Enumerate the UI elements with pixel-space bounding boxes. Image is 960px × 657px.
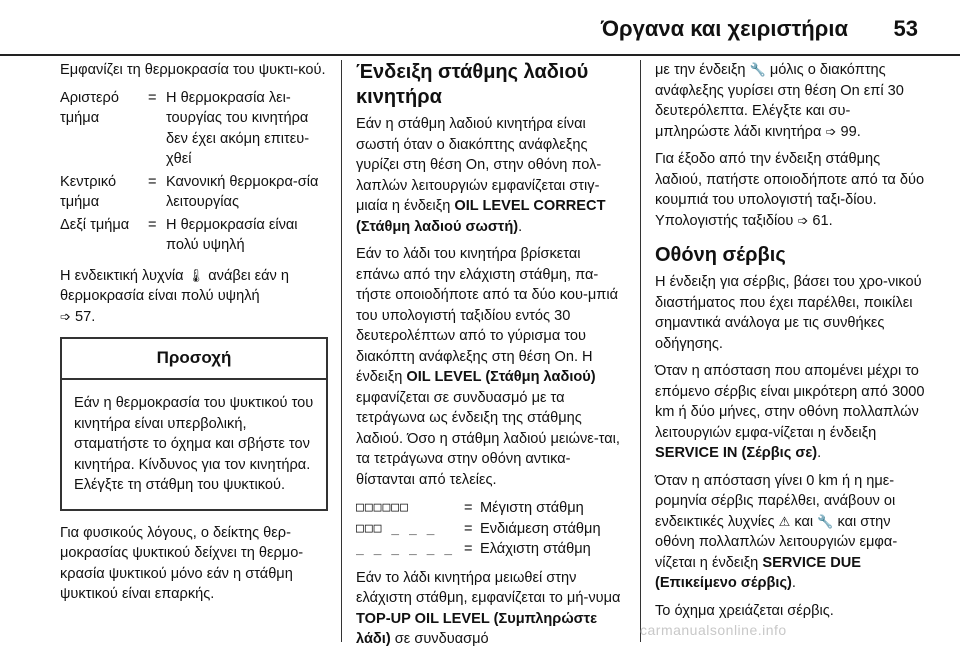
text: Εάν το λάδι του κινητήρα βρίσκεται επάνω από την ελάχιστη στάθμη, πα-τήστε οποιοδήποτε από τα δύο κου-μπιά του υπολογιστή ταξιδίου εντός 30 δευτερολέπτων από το γύρισμα του διακόπτη ανάφλεξης στη θέση On. Η ένδειξη (356, 246, 619, 385)
oil-level-para-2 (356, 244, 626, 490)
text: μόλις ο διακόπτης ανάφλεξης γυρίσει στη θέση On επί 30 δευτερόλεπτα. Ελέγξτε και συ-μπληρώστε λάδι κινητήρα (655, 62, 904, 140)
text: Εάν το λάδι κινητήρα μειωθεί στην ελάχιστη στάθμη, εμφανίζεται το μή-νυμα (356, 569, 621, 606)
text: Όταν η απόσταση που απομένει μέχρι το επόμενο σέρβις είναι μικρότερη από 3000 km ή δύο μήνες, στην οθόνη πολλαπλών λειτουργιών εμφα-νίζεται η ένδειξη (655, 363, 925, 441)
definition-desc: Κανονική θερμοκρα-σία λειτουργίας (166, 173, 319, 210)
display-message: OIL LEVEL (Στάθμη λαδιού) (406, 369, 596, 385)
column-1 (60, 60, 328, 612)
oil-level-row (356, 498, 626, 519)
definition-equals: = (148, 173, 157, 190)
level-equals: = (464, 500, 473, 516)
caution-box (60, 337, 328, 511)
oil-level-para-3 (356, 568, 626, 650)
watermark: carmanualsonline.info (640, 622, 787, 638)
service-lamp-icon: ⚠ (778, 513, 791, 529)
wrench-icon: 🔧 (817, 513, 834, 529)
definition-term: Δεξί τμήμα (60, 216, 130, 233)
definition-term: Κεντρικό τμήμα (60, 173, 117, 210)
text: εμφανίζεται σε συνδυασμό με τα τετράγωνα ως ένδειξη της στάθμης λαδιού. Όσο η στάθμη λαδιού μειώνε-ται, τα τετράγωνα στην οθόνη αντικα-θίστανται από τελείες. (356, 389, 620, 488)
text: . (518, 218, 523, 235)
page-number: 53 (893, 16, 918, 41)
service-para-4: Το όχημα χρειάζεται σέρβις. (655, 602, 834, 619)
coolant-temperature-icon: 🌡 (187, 267, 205, 283)
oil-level-symbol: _ _ _ _ _ _ (356, 541, 454, 556)
text: και (794, 513, 814, 530)
service-para-3 (655, 471, 925, 594)
oil-level-symbol: □□□ _ _ _ (356, 520, 436, 536)
column-2 (356, 60, 626, 657)
oil-level-row (356, 539, 626, 560)
text: σε συνδυασμό (394, 631, 489, 647)
oil-level-table (356, 498, 626, 560)
lamp-text-b: ανάβει εάν η θερμοκρασία είναι πολύ υψηλή (60, 267, 290, 304)
display-message: OIL LEVEL CORRECT (Στάθμη λαδιού σωστή) (356, 198, 606, 235)
lamp-text-a: Η ενδεικτική λυχνία (60, 267, 184, 284)
level-equals: = (464, 541, 473, 557)
coolant-intro: Εμφανίζει τη θερμοκρασία του ψυκτι-κού. (60, 62, 326, 78)
display-message: SERVICE DUE (Επικείμενο σέρβις) (655, 554, 862, 591)
oil-level-symbol: □□□□□□ (356, 500, 409, 515)
service-para-1: Η ένδειξη για σέρβις, βάσει του χρο-νικού διαστήματος που έχει παρέλθει, ποικίλει σημαντικά ανάλογα με τις συνθήκες οδήγησης. (655, 274, 922, 352)
page-title: Όργανα και χειριστήρια (600, 16, 848, 41)
definition-row (60, 88, 328, 170)
service-display-heading: Οθόνη σέρβις (655, 244, 786, 266)
definition-equals: = (148, 89, 157, 106)
text: . (817, 445, 822, 461)
column-3 (655, 60, 925, 628)
coolant-gauge-definitions (60, 88, 328, 256)
definition-row (60, 172, 328, 213)
column-divider-2 (640, 60, 641, 642)
reference-arrow-icon: ➩ (60, 308, 71, 324)
definition-equals: = (148, 216, 157, 233)
text: Για έξοδο από την ένδειξη στάθμης λαδιού, πατήστε οποιοδήποτε από τα δύο κουμπιά του υπολογιστή ταξι-δίου. Υπολογιστής ταξιδίου (655, 151, 925, 229)
text: Εάν η στάθμη λαδιού κινητήρα είναι σωστή όταν ο διακόπτης ανάφλεξης γυρίζει στη θέση On, στην οθόνη πολ-λαπλών λειτουργιών εμφανίζεται στιγ-μιαία η ένδειξη (356, 116, 602, 214)
service-para-2 (655, 361, 925, 464)
definition-row (60, 215, 328, 256)
oil-level-label: Ελάχιστη στάθμη (480, 541, 591, 557)
caution-body: Εάν η θερμοκρασία του ψυκτικού του κινητήρα είναι υπερβολική, σταματήστε το όχημα και σβήστε τον κινητήρα. Κίνδυνος για τον κινητήρα. Ελέγξτε τη στάθμη του ψυκτικού. (74, 395, 314, 493)
oil-level-para-1 (356, 114, 626, 237)
caution-title: Προσοχή (62, 339, 326, 380)
oil-level-label: Ενδιάμεση στάθμη (480, 520, 601, 537)
wrench-icon: 🔧 (749, 62, 766, 77)
level-equals: = (464, 520, 473, 537)
oil-level-row (356, 519, 626, 540)
text: και στην οθόνη πολλαπλών λειτουργιών εμφα-νίζεται η ένδειξη (655, 513, 898, 571)
definition-desc: Η θερμοκρασία λει-τουργίας του κινητήρα δεν έχει ακόμη επιτευ-χθεί (166, 89, 310, 167)
header-divider (0, 54, 960, 56)
coolant-lamp-text (60, 266, 328, 328)
oil-level-para-4 (655, 60, 925, 142)
oil-level-label: Μέγιστη στάθμη (480, 500, 584, 516)
reference-arrow-icon: ➩ (797, 212, 809, 228)
page-reference[interactable]: 61. (812, 212, 833, 229)
reference-arrow-icon: ➩ (825, 123, 837, 139)
display-message: SERVICE IN (Σέρβις σε) (655, 445, 818, 461)
oil-level-para-5 (655, 149, 925, 231)
definition-term: Αριστερό τμήμα (60, 89, 119, 126)
page-header (0, 0, 960, 52)
display-message: TOP-UP OIL LEVEL (Συμπληρώστε λάδι) (356, 610, 598, 647)
text: με την ένδειξη (655, 62, 746, 78)
column-divider-1 (341, 60, 342, 642)
page-reference[interactable]: 99. (840, 123, 861, 140)
definition-desc: Η θερμοκρασία είναι πολύ υψηλή (166, 216, 298, 253)
oil-level-heading: Ένδειξη στάθμης λαδιού κινητήρα (356, 61, 589, 108)
text: . (791, 575, 796, 591)
coolant-outro: Για φυσικούς λόγους, ο δείκτης θερ-μοκρασίας ψυκτικού δείχνει τη θερμο-κρασία ψυκτικού μόνο εάν η στάθμη ψυκτικού είναι επαρκής. (60, 524, 304, 602)
page-reference[interactable]: 57. (74, 308, 96, 325)
text: Όταν η απόσταση γίνει 0 km ή η ημε-ρομηνία σέρβις παρέλθει, ανάβουν οι ενδεικτικές λυχνίες (655, 472, 896, 530)
